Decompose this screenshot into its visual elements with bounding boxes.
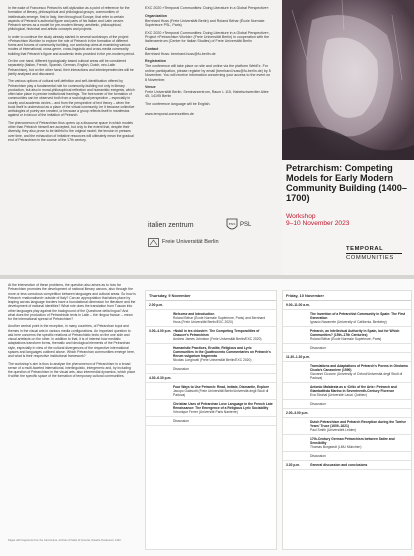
- schedule-thursday: [145, 290, 277, 550]
- schedule-time: [286, 402, 310, 406]
- schedule-row: [283, 301, 411, 310]
- registration-text: The conference will take place on site and online via the platform WebEx. For online participation, please register by email (bernhard.huss@fu-berlin.de) by 5 November. You will receive information concerning your access to the event on 8 November.: [145, 64, 271, 82]
- schedule-row: [146, 310, 276, 327]
- talk-speaker: Véronique Ferrer (Université Paris Nanterre): [173, 410, 238, 414]
- schedule-time: 2.00 p.m.: [149, 303, 164, 307]
- contact-email[interactable]: Bernhard Huss: bernhard.huss@fu-berlin.de: [145, 51, 216, 56]
- cover-workshop: [286, 213, 410, 228]
- cover-panel: [282, 0, 414, 275]
- concept-paragraph: The workshop's aim is thus to analyse the phenomenon of Petrarchism in a broad sense of a multi-faceted international, interlinguistic, intergeneric and, by including the question of Petrarchism in the visual arts, also intermedial dynamics, which place it within the specific space of the formation of temporary cultural communities.: [8, 361, 136, 379]
- schedule-row: [283, 400, 411, 409]
- temporal-communities-logo: [346, 246, 410, 261]
- talk-title: The Invention of a Petrarchist Community in Spain: The First Generation: [310, 312, 406, 320]
- talk-title: Dutch Petrarchism and Petrarch Reception during the Twelve Years' Truce (1609–1621): [310, 420, 406, 428]
- schedule-row: [146, 344, 276, 365]
- schedule-content: [310, 355, 408, 359]
- venue-label: Venue: [145, 85, 156, 90]
- schedule-content: [173, 346, 273, 362]
- ens-seal-icon: [226, 218, 238, 232]
- schedule-content: [310, 329, 408, 341]
- talk-speaker: Discussion: [173, 367, 189, 371]
- talk-speaker: Roland Béhar (École Normale Supérieure, Paris) and Bernhard Huss (Freie Universität Berlin/EXC 2020): [173, 316, 266, 324]
- schedule-time: [149, 402, 173, 414]
- workshop-label: Workshop: [286, 213, 316, 220]
- partner-logos: [148, 222, 278, 270]
- schedule-time: [286, 454, 310, 458]
- schedule-time: 4.30–6.30 p.m.: [149, 376, 172, 380]
- schedule-row: [146, 383, 276, 400]
- schedule-row: [283, 418, 411, 435]
- schedule-content: [310, 463, 408, 467]
- schedule-time: [286, 385, 310, 397]
- intro-paragraph: The various options of cultural self-definition and self-identification offered by Petrarchism play a fundamental role for community-building not only in literary production, but also in moral-philosophical reflection and humanistic exegesis, which often take place in precise institutional framings. The forerunner of the formation of communities can be observed both from a sociological perspective – especially in courtly and academic circles – and from the perspective of text theory – when the book itself is understood as a place of the virtual community, be it because collective anthologies of poetry are created, or because a group reflects itself in manifestos against or in favour of the imitation of Petrarch.: [8, 79, 135, 118]
- intro-paragraph: The phenomenon of Petrarchism thus opens up a discourse space in which models other than Petrarch himself are accepted, but only to the extent that, despite their diversity, they also prove to be faithful to the original model; the tension in presses over time, and the exhaustion of imitative resources will ultimately mean the gradual end of Petrarchism in the course of the 17th century.: [8, 120, 134, 142]
- schedule-time: [286, 346, 310, 350]
- intro-text-column: [8, 6, 136, 268]
- schedule-content: [310, 312, 408, 324]
- talk-speaker: Giovanni Ciccone (University of Oxford/Università degli Studi di Padova): [310, 372, 403, 380]
- talk-speaker: Eva Struhal (Université Laval, Québec): [310, 393, 367, 397]
- schedule-time: [286, 437, 310, 449]
- talk-speaker: Nicolas Longinotti (Freie Universität Berlin/EXC 2020): [173, 358, 252, 362]
- tc-logo-line2: COMMUNITIES: [346, 255, 394, 261]
- organization-label: Organization: [145, 13, 167, 18]
- talk-speaker: Ignacio Navarrete (University of California, Berkeley): [310, 320, 387, 324]
- schedule-time: 11.30–1.30 p.m.: [286, 355, 311, 359]
- intro-paragraph: On the one hand, different typologically based cultural areas will be considered separately (Italian, French, Spanish, German, English, Dutch, neo-Latin Petrarchism), but on the other hand, their interactions and interdependencies will be jointly analysed and discussed.: [8, 59, 134, 76]
- schedule-row: [283, 310, 411, 327]
- psl-label: PSL: [240, 222, 252, 228]
- schedule-time: [149, 419, 173, 423]
- schedule-time: [286, 420, 310, 432]
- partnership-text: EXC 2020 »Temporal Communities: Doing Literature in a Global Perspective«, Project »Petrarchism Worlds« (Freie Universität Berlin) in cooperation with the Italienzentrum (Center for Italian Studies) of Freie Universität Berlin: [145, 30, 270, 44]
- schedule-time: [149, 367, 173, 371]
- exc-line: EXC 2020 »Temporal Communities: Doing Literature in a Global Perspective«: [145, 6, 269, 10]
- talk-title: Humanistic Practices, Erudite, Religious and Lyric Communities in the Quattrocento Commentaries on Petrarch's Rerum vulgarium fragmenta: [173, 346, 271, 358]
- schedule-time: 9.00–11.00 a.m.: [286, 303, 310, 307]
- schedule-row: [283, 461, 411, 470]
- tc-logo-rule: [346, 253, 402, 254]
- schedule-row: [283, 383, 411, 400]
- concept-text-column: [8, 283, 136, 551]
- schedule-content: [173, 419, 273, 423]
- talk-title: Welcome and Introduction: [173, 312, 215, 316]
- talk-speaker: Paul Smith (Universiteit Leiden): [310, 428, 357, 432]
- italienzentrum-logo: [148, 222, 194, 229]
- talk-speaker: Andrew James Johnston (Freie Universität Berlin/EXC 2020): [173, 337, 262, 341]
- schedule-row: [146, 374, 276, 383]
- intro-paragraph: In the wake of Francesco Petrarch's self-stylization as a point of reference for the formation of literary, philosophical and philological groups, communities of intellectuals emerge, first in Italy, then throughout Europe, that refer to certain aspects of Petrarch's authorial figure and parts of his Italian and Latin oeuvre. Petrarch serves as a model for pre-modern literary, aesthetic, philosophical, philological, historical and artistic concepts and projects.: [8, 6, 130, 32]
- schedule-row: [146, 327, 276, 344]
- image-credit: Pages with fragments from the Canzoniere. Archivio di Stato di Venezia, Notarile Testamenti, 1432.: [8, 539, 122, 542]
- schedule-content: [310, 420, 408, 432]
- talk-title: 17th-Century German Petrarchism between Satire and Sensibility: [310, 437, 395, 445]
- talk-speaker: Discussion: [173, 419, 189, 423]
- schedule-content: [173, 303, 273, 307]
- schedule-row: [146, 400, 276, 417]
- tc-logo-line1: TEMPORAL: [346, 246, 384, 252]
- talk-speaker: Discussion: [310, 346, 326, 350]
- schedule-content: [310, 346, 408, 350]
- concept-paragraph: At the intersection of these problems, the question also arises as to how far Petrarchism promotes the development of national literary canons, also through the more or less conscious competition between languages and cultural areas. So how is Petrarch »nationalised« outside of Italy? Can an appropriation that takes place by leaping across language borders have a foundational dimension for literature and the development of national identities? What role does the translation from Tuscan into other languages play against the background of the Questione della lingua? And what does the production of Petrarchistic texts in Latin – the ›lingua franca‹ – mean for the international spread of Petrarchism?: [8, 283, 136, 321]
- contact-label: Contact: [145, 46, 159, 51]
- schedule-row: [283, 344, 411, 353]
- fu-seal-icon: [148, 238, 159, 247]
- schedule-row: [283, 409, 411, 418]
- schedule-content: [173, 367, 273, 371]
- schedule-content: [173, 329, 273, 341]
- schedule-row: [146, 365, 276, 374]
- concept-paragraph: Another central point is the reception, in many countries, of Petrarchan topoi and themes in the visual arts in various media configurations. An important question to ask here concerns the specific relations of Petrarchistic texts on the one side and visual artefacts on the other. In addition to that, it is of interest how medialic adaptations transform forms, thematic and ideological elements of the Petrarchan style, especially in view of the cultural divergences of the respective international spaces and languages outlined above. Which Petrarchan communities emerge here, and what is their respective institutional framework?: [8, 324, 135, 359]
- schedule-friday: [282, 290, 412, 550]
- talk-speaker: Thomas Borgstedt (LMU München): [310, 445, 362, 449]
- schedule-time: [286, 329, 310, 341]
- talk-title: Antonio Malatesta as a ›Critic of the Arts‹: Petrarch and Giambattista Marino in Seventeenth-Century Florence: [310, 385, 397, 393]
- fu-berlin-label: Freie Universität Berlin: [162, 239, 219, 245]
- talk-speaker: Discussion: [310, 454, 326, 458]
- schedule-time: 3.00–4.00 p.m.: [149, 329, 172, 333]
- venue-text: Freie Universität Berlin, Seminarzentrum, Raum L 115, Habelschwerdter Allee 45, 14195 Berlin: [145, 90, 269, 99]
- organization-names: Bernhard Huss (Freie Universität Berlin) and Roland Béhar (École Normale Supérieure PSL, Paris): [145, 18, 265, 27]
- italienzentrum-label: italien zentrum: [148, 222, 194, 229]
- schedule-content: [310, 385, 408, 397]
- schedule-time: [149, 346, 173, 362]
- schedule-row: [146, 301, 276, 310]
- schedule-time: 2.00–3.00 p.m.: [286, 411, 309, 415]
- schedule-row: [283, 435, 411, 452]
- schedule-content: [310, 303, 408, 307]
- day-heading: Thursday, 9 November: [146, 291, 276, 301]
- schedule-content: [310, 411, 408, 415]
- schedule-content: [173, 402, 273, 414]
- schedule-time: [149, 385, 173, 397]
- schedule-content: [173, 376, 273, 380]
- schedule-row: [283, 452, 411, 461]
- language-text: The conference language will be English.: [145, 102, 211, 107]
- schedule-time: [286, 312, 310, 324]
- workshop-dates: 9–10 November 2023: [286, 220, 350, 228]
- talk-title: General discussion and conclusions: [310, 463, 368, 467]
- schedule-row: [283, 353, 411, 362]
- schedule-time: [149, 312, 173, 324]
- talk-title: Translations and Adaptations of Petrarch's Poems in Girolamo Cicala's Canzoniere (1590): [310, 364, 408, 372]
- fu-berlin-logo: [148, 238, 260, 247]
- schedule-row: [283, 327, 411, 344]
- talk-title: Petrarch, an Intellectual Authority in Spain, but for Which Communities? (15th–17th Centuries): [310, 329, 400, 337]
- talk-title: »Nobil in tes chiostri«: The Competing Temporalities of Chaucer's Petrarchism: [173, 329, 260, 337]
- schedule-content: [173, 385, 273, 397]
- talk-title: Four Ways to Use Petrarch: Read, Imitate, Dismantle, Explore: [173, 385, 270, 389]
- cover-artwork: [282, 0, 414, 160]
- talk-speaker: Roland Béhar (École Normale Supérieure, Paris): [310, 337, 382, 341]
- day-heading: Friday, 10 November: [283, 291, 411, 301]
- website-link[interactable]: www.temporal-communities.de: [145, 112, 194, 117]
- schedule-row: [146, 417, 276, 426]
- schedule-content: [310, 437, 408, 449]
- registration-label: Registration: [145, 59, 166, 64]
- cover-title: Petrarchism: Competing Models for Early Modern Community Building (1400–1700): [286, 163, 407, 203]
- ens-label: ENS: [228, 222, 236, 226]
- psl-logo: [240, 222, 251, 228]
- talk-title: Christian Uses of Petrarchan Love Language in the French Late Renaissance: The Emergence of a Religious Lyric Sociability: [173, 402, 273, 410]
- schedule-time: 3.30 p.m.: [286, 463, 301, 467]
- schedule-content: [173, 312, 273, 324]
- intro-paragraph: In order to continue the study already started in several workshops of the project »Petrarchism Worlds« to explore the role of Petrarch in the formation of different forms and forums of community building, our workshop aims at examining various modes of international, cross-genre, cross-linguistic and cross-media community building that Petrarch's figure and academic texts provided in the pre-modern period.: [8, 34, 135, 56]
- schedule-content: [310, 454, 408, 458]
- schedule-row: [283, 362, 411, 383]
- talk-speaker: Jacopo Galavotti (Freie Universität Berlin/Università degli Studi di Padova): [173, 389, 269, 397]
- schedule-content: [310, 402, 408, 406]
- schedule-time: [286, 364, 310, 380]
- schedule-content: [310, 364, 408, 380]
- talk-speaker: Discussion: [310, 402, 326, 406]
